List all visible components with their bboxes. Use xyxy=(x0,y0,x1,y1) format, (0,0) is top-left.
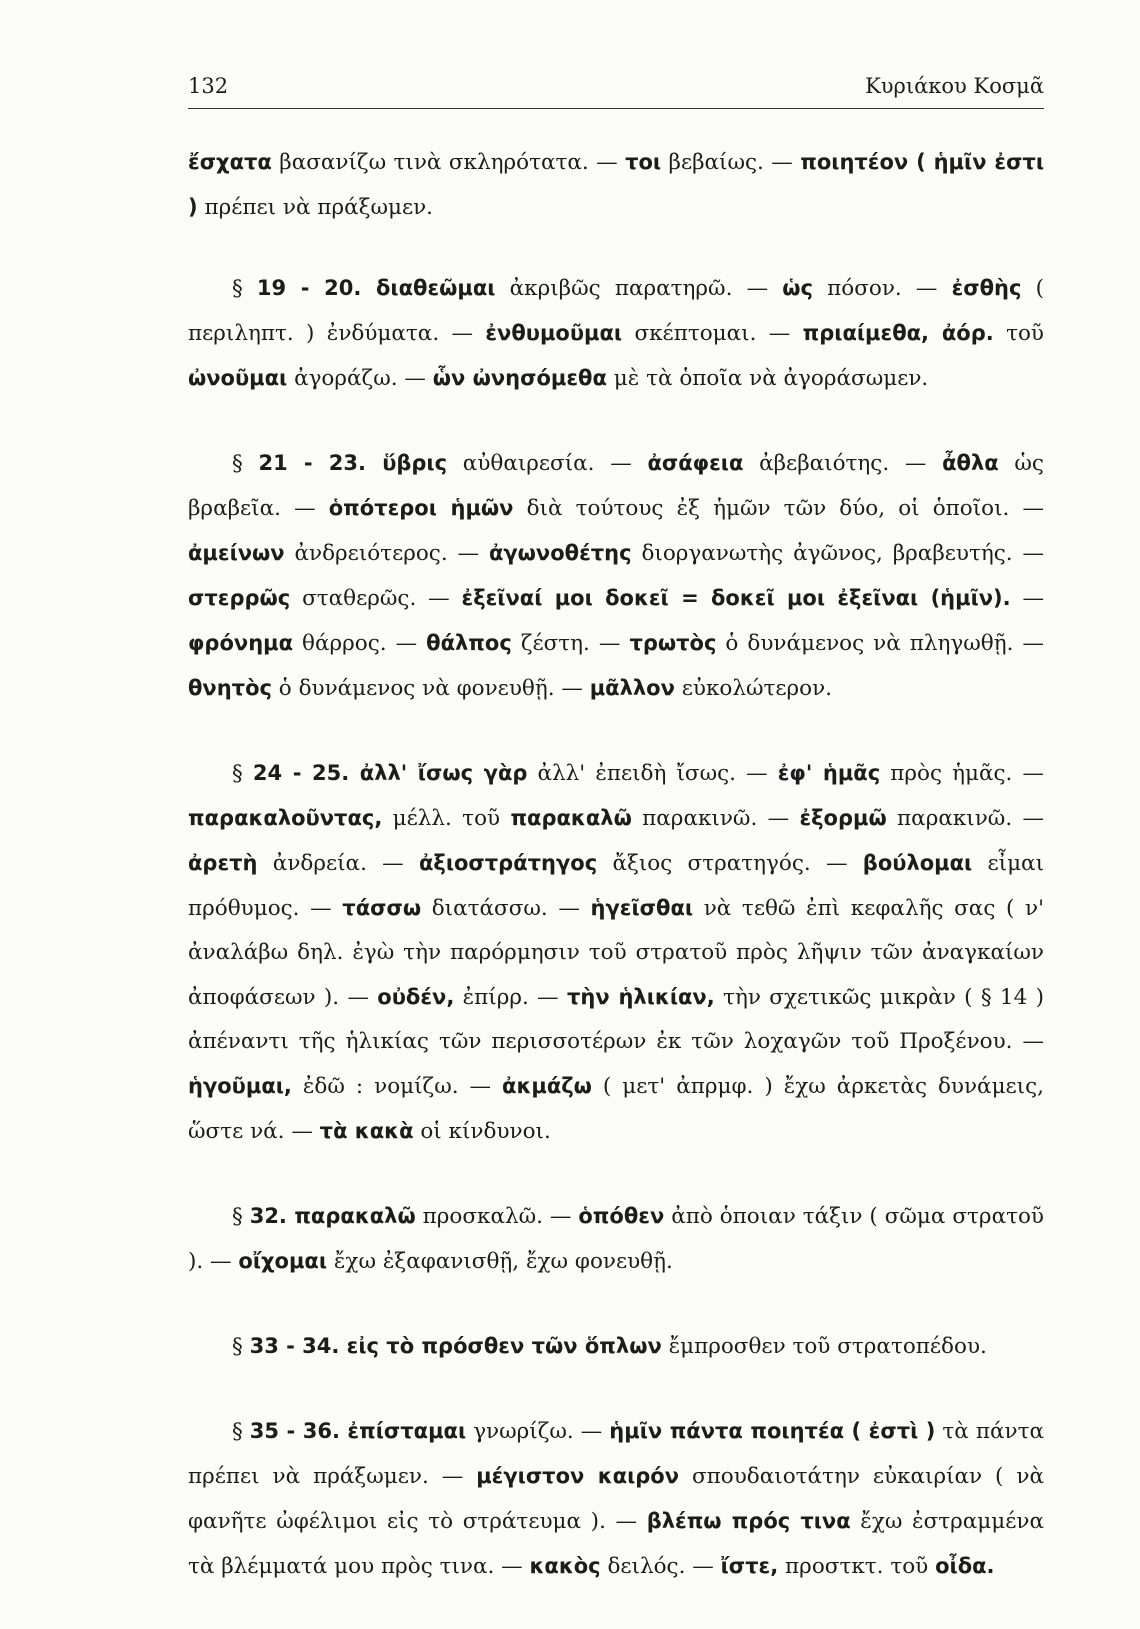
definition-text: βεβαίως. — xyxy=(661,150,801,175)
headword: 24 - 25. ἀλλ' ἴσως γὰρ xyxy=(252,761,528,785)
definition-text: ἀβεβαιότης. — xyxy=(743,451,943,476)
headword: ἴστε, xyxy=(720,1554,779,1578)
glossary-paragraph xyxy=(188,441,1044,711)
definition-text: οἱ κίνδυνοι. xyxy=(413,1119,551,1144)
definition-text: παρακινῶ. — xyxy=(631,806,800,831)
headword: ἔσχατα xyxy=(188,150,272,174)
definition-text: ἀνδρεία. — xyxy=(257,851,419,876)
definition-text: ἀπὸ ὁποιαν τάξιν ( σῶμα στρατοῦ ). — xyxy=(188,1204,1045,1274)
definition-text: ὡς βραβεῖα. — xyxy=(188,451,1044,521)
definition-text: προστκτ. τοῦ xyxy=(778,1554,936,1579)
definition-text: τὰ πάντα πρέπει νὰ πράξωμεν. — xyxy=(188,1419,1044,1489)
headword: βλέπω πρός τινα xyxy=(646,1509,851,1533)
headword: τάσσω xyxy=(342,896,422,920)
headword: 35 - 36. ἐπίσταμαι xyxy=(249,1419,467,1443)
headword: 19 - 20. διαθεῶμαι xyxy=(256,276,496,300)
definition-text: § xyxy=(232,1204,250,1229)
definition-text: § xyxy=(232,761,253,786)
headword: ἐσθὴς xyxy=(951,276,1022,300)
headword: παρακαλοῦντας, xyxy=(188,806,383,830)
headword: ἀκμάζω xyxy=(502,1074,592,1098)
headword: ἀξιοστράτηγος xyxy=(418,851,598,875)
headword: ὡς xyxy=(782,276,813,300)
definition-text: ὁ δυνάμενος νὰ πληγωθῇ. — xyxy=(716,631,1044,656)
definition-text: § xyxy=(232,276,257,301)
definition-text: ( μετ' ἀπρμφ. ) ἔχω ἀρκετὰς δυνάμεις, ὥστε νά. — xyxy=(188,1074,1044,1144)
definition-text: βασανίζω τινὰ σκληρότατα. — xyxy=(271,150,626,175)
definition-text: ὁ δυνάμενος νὰ φονευθῇ. — xyxy=(271,676,590,701)
glossary-paragraph xyxy=(188,1409,1044,1589)
definition-text: πρέπει νὰ πράξωμεν. xyxy=(197,195,433,220)
definition-text: ἔχω ἐστραμμένα τὰ βλέμματά μου πρὸς τινα. — xyxy=(188,1509,1044,1579)
glossary-paragraph xyxy=(188,140,1044,230)
definition-text: ἐδῶ : νομίζω. — xyxy=(291,1074,503,1099)
definition-text: ἄξιος στρατηγός. — xyxy=(597,851,863,876)
headword: μέγιστον καιρόν xyxy=(476,1464,680,1488)
headword: στερρῶς xyxy=(188,586,291,610)
page-number: 132 xyxy=(188,74,229,98)
headword: ἡγοῦμαι, xyxy=(188,1074,292,1098)
definition-text: § xyxy=(232,1334,250,1359)
headword: τοι xyxy=(625,150,662,174)
running-title: Κυριάκου Κοσμᾶ xyxy=(865,74,1044,98)
headword: ἀμείνων xyxy=(188,541,285,565)
headword: ἐνθυμοῦμαι xyxy=(485,321,623,345)
definition-text: σπουδαιοτάτην εὐκαιρίαν ( νὰ φανῆτε ὠφέλιμοι εἰς τὸ στράτευμα ). — xyxy=(188,1464,1044,1534)
glossary-paragraph xyxy=(188,751,1044,1154)
definition-text: θάρρος. — xyxy=(293,631,427,656)
definition-text: διὰ τούτους ἐξ ἡμῶν τῶν δύο, οἱ ὁποῖοι. — xyxy=(513,496,1044,521)
definition-text: εἶμαι πρόθυμος. — xyxy=(188,851,1044,921)
definition-text: ἀνδρειότερος. — xyxy=(284,541,489,566)
headword: ὧν ὠνησόμεθα xyxy=(432,366,607,390)
headword: 33 - 34. εἰς τὸ πρόσθεν τῶν ὅπλων xyxy=(249,1334,662,1358)
glossary-paragraph xyxy=(188,1324,1044,1369)
definition-text: μέλλ. τοῦ xyxy=(382,806,511,831)
definition-text: πόσον. — xyxy=(812,276,952,301)
headword: τρωτὸς xyxy=(629,631,717,655)
headword: μᾶλλον xyxy=(589,676,675,700)
definition-text: τοῦ xyxy=(993,321,1044,346)
headword: βούλομαι xyxy=(862,851,973,875)
definition-text: γνωρίζω. — xyxy=(466,1419,610,1444)
headword: παρακαλῶ xyxy=(510,806,632,830)
definition-text: δειλός. — xyxy=(600,1554,721,1579)
headword: ἡμῖν πάντα ποιητέα ( ἐστὶ ) xyxy=(609,1419,936,1443)
definition-text: προσκαλῶ. — xyxy=(415,1204,579,1229)
headword: ὠνοῦμαι xyxy=(188,366,288,390)
headword: ἆθλα xyxy=(942,451,999,475)
definition-text: εὐκολώτερον. xyxy=(674,676,833,701)
definition-text: ἀγοράζω. — xyxy=(287,366,433,391)
headword: οἶδα. xyxy=(935,1554,995,1578)
headword: τὰ κακὰ xyxy=(319,1119,414,1143)
definition-text: μὲ τὰ ὁποῖα νὰ ἀγοράσωμεν. xyxy=(606,366,929,391)
definition-text: § xyxy=(232,451,259,476)
definition-text: ( περιληπτ. ) ἐνδύματα. — xyxy=(188,276,1044,346)
glossary-paragraph xyxy=(188,266,1044,401)
headword: θνητὸς xyxy=(188,676,272,700)
definition-text: σταθερῶς. — xyxy=(290,586,462,611)
headword: ἐξεῖναί μοι δοκεῖ = δοκεῖ μοι ἐξεῖναι (ἡμῖν). xyxy=(461,586,1011,610)
definition-text: τὴν σχετικῶς μικρὰν ( § 14 ) ἀπέναντι τῆς ἡλικίας τῶν περισσοτέρων ἐκ τῶν λοχαγῶν τοῦ Προξένου. — xyxy=(188,985,1044,1054)
definition-text: § xyxy=(232,1419,250,1444)
headword: ἀγωνοθέτης xyxy=(488,541,632,565)
headword: τὴν ἡλικίαν, xyxy=(567,985,715,1009)
headword: φρόνημα xyxy=(188,631,294,655)
headword: πριαίμεθα, ἀόρ. xyxy=(802,321,994,345)
headword: θάλπος xyxy=(426,631,512,655)
headword: ἀσάφεια xyxy=(647,451,744,475)
definition-text: ἐπίρρ. — xyxy=(454,985,568,1010)
definition-text: αὐθαιρεσία. — xyxy=(447,451,648,476)
headword: ἀρετὴ xyxy=(188,851,258,875)
definition-text: πρὸς ἡμᾶς. — xyxy=(880,761,1044,786)
glossary-text xyxy=(188,140,1044,1629)
headword: 21 - 23. ὕβρις xyxy=(258,451,448,475)
definition-text: νὰ τεθῶ ἐπὶ κεφαλῆς σας ( ν' ἀναλάβω δηλ. ἐγὼ τὴν παρόρμησιν τοῦ στρατοῦ πρὸς λῆψιν τῶν ἀναγκαίων ἀποφάσεων ). — xyxy=(188,896,1044,1010)
headword: κακὸς xyxy=(529,1554,601,1578)
definition-text: σκέπτομαι. — xyxy=(622,321,803,346)
definition-text: ἀλλ' ἐπειδὴ ἴσως. — xyxy=(527,761,778,786)
headword: ὁπότεροι ἡμῶν xyxy=(328,496,514,520)
definition-text: διατάσσω. — xyxy=(421,896,591,921)
headword: 32. παρακαλῶ xyxy=(249,1204,416,1228)
definition-text: ἀκριβῶς παρατηρῶ. — xyxy=(495,276,783,301)
headword: ἐφ' ἡμᾶς xyxy=(777,761,881,785)
headword: ποιητέον ( ἡμῖν ἐστι ) xyxy=(188,150,1045,219)
definition-text: παρακινῶ. — xyxy=(886,806,1044,831)
definition-text: ἔχω ἐξαφανισθῇ, ἔχω φονευθῇ. xyxy=(327,1249,673,1274)
definition-text: ἔμπροσθεν τοῦ στρατοπέδου. xyxy=(661,1334,987,1359)
headword: οὐδέν, xyxy=(377,985,455,1009)
headword: ἡγεῖσθαι xyxy=(590,896,694,920)
headword: οἴχομαι xyxy=(238,1249,328,1273)
glossary-paragraph xyxy=(188,1194,1044,1284)
headword: ἐξορμῶ xyxy=(799,806,887,830)
headword: ὁπόθεν xyxy=(578,1204,665,1228)
page-header xyxy=(188,74,1044,109)
definition-text: διοργανωτὴς ἀγῶνος, βραβευτής. — xyxy=(631,541,1044,566)
definition-text: ζέστη. — xyxy=(511,631,630,656)
definition-text: — xyxy=(1010,586,1044,611)
